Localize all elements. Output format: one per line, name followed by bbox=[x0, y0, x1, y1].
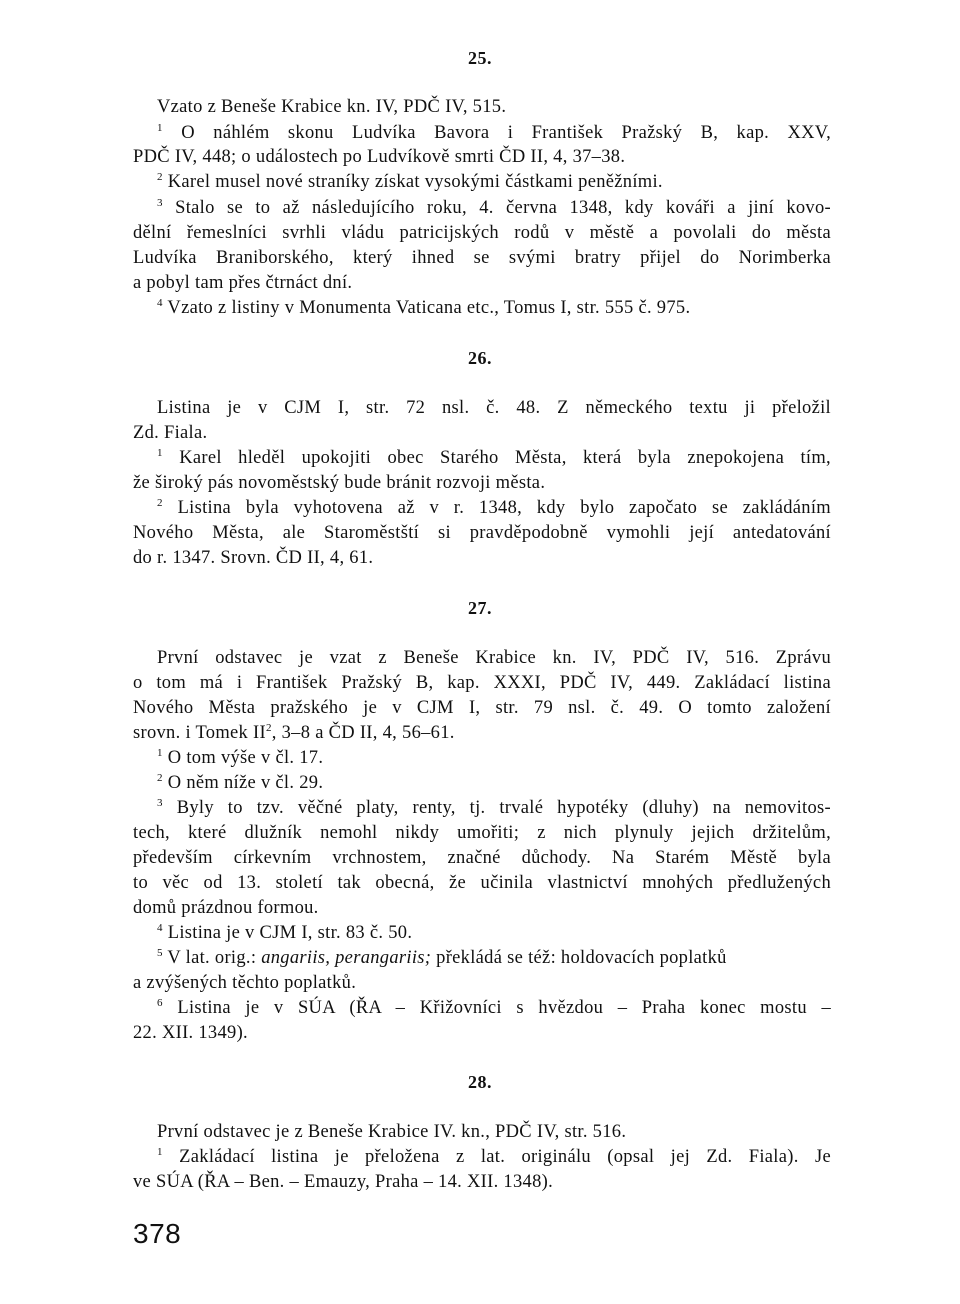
text-run: , 3–8 a ČD II, 4, 56–61. bbox=[271, 723, 455, 743]
footnote-27-3-cont: domů prázdnou formou. bbox=[133, 898, 319, 918]
footnote-mark: 2 bbox=[157, 171, 163, 183]
footnote-28-1-cont: ve SÚA (ŘA – Ben. – Emauzy, Praha – 14. XII. 1348). bbox=[133, 1172, 554, 1192]
footnote-text: Listina je v CJM I, str. 83 č. 50. bbox=[167, 923, 413, 943]
footnote-mark: 1 bbox=[157, 1146, 163, 1158]
footnote-text: překládá se též: holdovacích poplatků bbox=[431, 948, 727, 968]
footnote-27-4 bbox=[157, 922, 831, 944]
footnote-mark: 3 bbox=[157, 197, 163, 209]
footnote-text: Karel musel nové straníky získat vysokými částkami peněžními. bbox=[167, 172, 663, 192]
section-27-intro: První odstavec je vzat z Beneše Krabice kn. IV, PDČ IV, 516. Zprávu bbox=[157, 648, 831, 668]
footnote-27-2 bbox=[157, 772, 831, 794]
footnote-text: Vzato z listiny v Monumenta Vaticana etc., Tomus I, str. 555 č. 975. bbox=[167, 298, 691, 318]
footnote-mark: 2 bbox=[157, 772, 163, 784]
footnote-mark: 3 bbox=[157, 797, 163, 809]
footnote-25-3-cont: a pobyl tam přes čtrnáct dní. bbox=[133, 273, 353, 293]
footnote-text: O tom výše v čl. 17. bbox=[167, 748, 324, 768]
footnote-text: Listina byla vyhotovena až v r. 1348, kdy bylo započato se zakládáním bbox=[177, 498, 831, 518]
footnote-25-3-cont: dělní řemeslníci svrhli vládu patricijských rodů v městě a povolali do města bbox=[133, 223, 831, 243]
section-number-27: 27. bbox=[468, 598, 492, 618]
footnote-text: Zakládací listina je přeložena z lat. originálu (opsal jej Zd. Fiala). Je bbox=[179, 1147, 831, 1167]
section-27-intro-cont bbox=[133, 722, 831, 744]
footnote-25-3 bbox=[157, 197, 831, 219]
footnote-25-2 bbox=[157, 171, 831, 193]
footnote-text: Byly to tzv. věčné platy, renty, tj. trvalé hypotéky (dluhy) na nemovitos- bbox=[176, 798, 831, 818]
footnote-27-3-cont: především církevním vrchnostem, značné důchody. Na Starém Městě byla bbox=[133, 848, 831, 868]
section-26-intro: Listina je v CJM I, str. 72 nsl. č. 48. Z německého textu ji přeložil bbox=[157, 398, 831, 418]
footnote-mark: 1 bbox=[157, 747, 163, 759]
footnote-27-6 bbox=[157, 997, 831, 1019]
footnote-26-2-cont: Nového Města, ale Staroměstští si pravděpodobně vymohli její antedatování bbox=[133, 523, 831, 543]
footnote-27-3-cont: to věc od 13. století tak obecná, že učinila vlastnictví mnohých předlužených bbox=[133, 873, 831, 893]
footnote-text: Stalo se to až následujícího roku, 4. června 1348, kdy kováři a jiní kovo- bbox=[175, 198, 831, 218]
section-27-intro-cont: o tom má i František Pražský B, kap. XXXI, PDČ IV, 449. Zakládací listina bbox=[133, 673, 831, 693]
footnote-27-3-cont: tech, které dlužník nemohl nikdy umořiti; z nich plynuly jejich držitelům, bbox=[133, 823, 831, 843]
footnote-26-2-cont: do r. 1347. Srovn. ČD II, 4, 61. bbox=[133, 548, 374, 568]
footnote-mark: 2 bbox=[157, 497, 163, 509]
footnote-27-3 bbox=[157, 797, 831, 819]
footnote-26-2 bbox=[157, 497, 831, 519]
footnote-text: Karel hleděl upokojiti obec Starého Města, která byla znepokojena tím, bbox=[179, 448, 831, 468]
footnote-text: O náhlém skonu Ludvíka Bavora i František Pražský B, kap. XXV, bbox=[181, 123, 831, 143]
footnote-26-1-cont: že široký pás novoměstský bude bránit rozvoji města. bbox=[133, 473, 546, 493]
section-number-26: 26. bbox=[468, 348, 492, 368]
footnote-27-5 bbox=[157, 947, 831, 969]
footnote-25-1 bbox=[157, 122, 831, 144]
footnote-27-6-cont: 22. XII. 1349). bbox=[133, 1023, 248, 1043]
page-number: 378 bbox=[133, 1218, 182, 1249]
footnote-mark: 4 bbox=[157, 297, 163, 309]
footnote-27-5-cont: a zvýšených těchto poplatků. bbox=[133, 973, 357, 993]
footnote-27-1 bbox=[157, 747, 831, 769]
footnote-25-3-cont: Ludvíka Braniborského, který ihned se svými bratry přijel do Norimberka bbox=[133, 248, 831, 268]
footnote-text: Listina je v SÚA (ŘA – Křižovníci s hvězdou – Praha konec mostu – bbox=[177, 998, 831, 1018]
latin-terms: angariis, perangariis; bbox=[261, 948, 432, 968]
section-27-intro-cont: Nového Města pražského je v CJM I, str. 79 nsl. č. 49. O tomto založení bbox=[133, 698, 831, 718]
text-run: srovn. i Tomek II bbox=[133, 723, 266, 743]
footnote-mark: 4 bbox=[157, 922, 163, 934]
section-26-intro-cont: Zd. Fiala. bbox=[133, 423, 208, 443]
section-number-28: 28. bbox=[468, 1072, 492, 1092]
footnote-mark: 1 bbox=[157, 447, 163, 459]
section-25-intro: Vzato z Beneše Krabice kn. IV, PDČ IV, 515. bbox=[157, 97, 507, 117]
footnote-26-1 bbox=[157, 447, 831, 469]
footnote-25-4 bbox=[157, 297, 831, 319]
footnote-text: O něm níže v čl. 29. bbox=[167, 773, 324, 793]
superscript: 2 bbox=[265, 722, 272, 734]
footnote-text: V lat. orig.: bbox=[167, 948, 262, 968]
footnote-mark: 5 bbox=[157, 947, 163, 959]
footnote-mark: 6 bbox=[157, 997, 163, 1009]
section-number-25: 25. bbox=[468, 48, 492, 68]
footnote-mark: 1 bbox=[157, 122, 163, 134]
section-28-intro: První odstavec je z Beneše Krabice IV. kn., PDČ IV, str. 516. bbox=[157, 1122, 627, 1142]
footnote-25-1-cont: PDČ IV, 448; o událostech po Ludvíkově smrti ČD II, 4, 37–38. bbox=[133, 147, 626, 167]
footnote-28-1 bbox=[157, 1146, 831, 1168]
